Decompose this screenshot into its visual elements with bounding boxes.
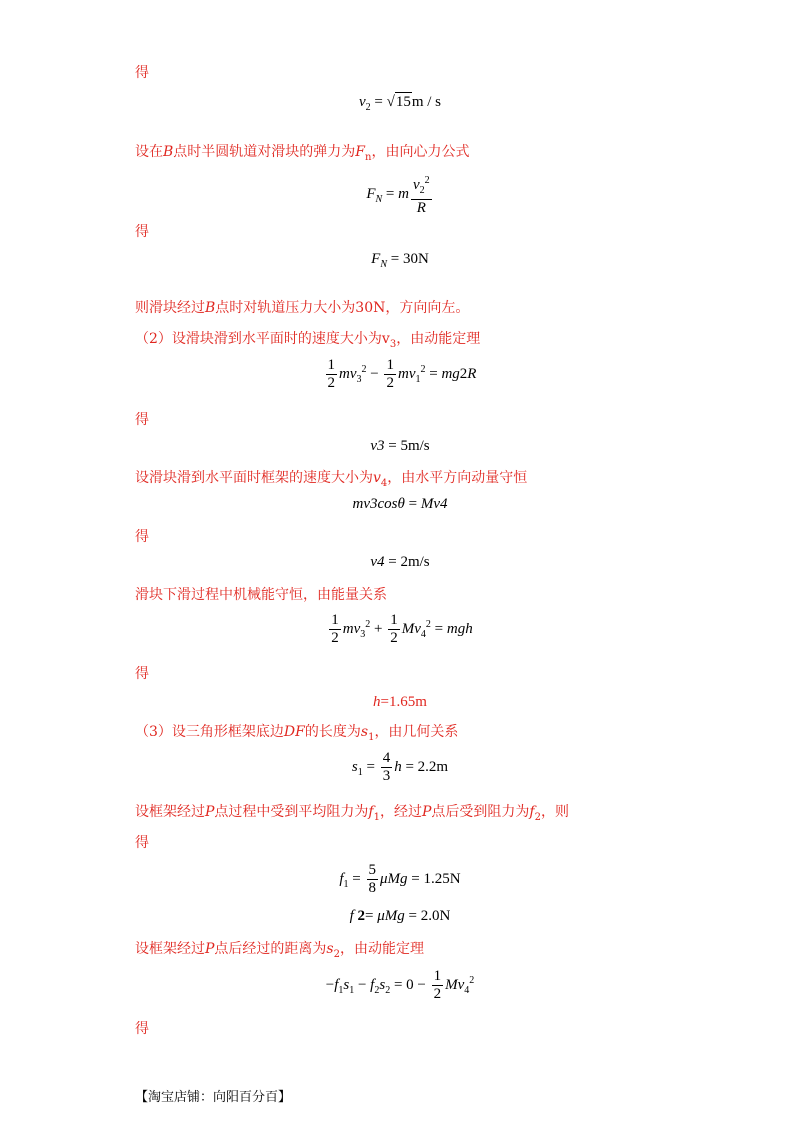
equation-fn-value: $F_N = 30N$ xyxy=(371,251,429,270)
equation-s1: $s_1$ = $\frac{4}{3}$ h = 2.2m xyxy=(351,750,449,784)
unit-ms: m / s xyxy=(411,94,442,110)
de-label-5: 得 xyxy=(135,666,149,682)
sqrt-value: 15 xyxy=(395,94,411,110)
text-s2-description: 设框架经过P点后经过的距离为$s_2$，由动能定理 xyxy=(135,941,424,960)
text-energy-conservation: 滑块下滑过程中机械能守恒，由能量关系 xyxy=(135,587,387,603)
equation-h: h=1.65m xyxy=(373,694,427,710)
equation-f2: f 2= μMg = 2.0N xyxy=(349,908,451,924)
de-label-4: 得 xyxy=(135,529,149,545)
de-label-1: 得 xyxy=(135,65,149,81)
text-fn-description: 设在B点时半圆轨道对滑块的弹力为$F_n$，由向心力公式 xyxy=(135,144,470,163)
text-part3-intro: （3）设三角形框架底边DF的长度为$s_1$，由几何关系 xyxy=(135,724,459,743)
equation-v4: v4 = 2m/s xyxy=(370,554,430,570)
equation-momentum: mv3cosθ = Mv4 xyxy=(352,496,448,512)
de-label-2: 得 xyxy=(135,224,149,240)
equation-v3: v3 = 5m/s xyxy=(370,438,430,454)
equation-v2: $v_2 = √15m / s$ xyxy=(358,94,442,113)
text-pressure-result: 则滑块经过B点时对轨道压力大小为30N，方向向左。 xyxy=(135,300,470,316)
text-friction-description: 设框架经过P点过程中受到平均阻力为$f_1$，经过P点后受到阻力为$f_2$，则 xyxy=(135,804,569,823)
de-label-3: 得 xyxy=(135,412,149,428)
equation-fn-formula: $F_N = m$ $\frac{v_2^2}{R}$ xyxy=(0,172,800,217)
equation-s2: $-f_1s_1 - f_2s_2 = 0$ − $\frac{1}{2}$ $Mv_4^2$ xyxy=(325,968,475,1002)
equation-energy-2: $\frac{1}{2}$ $mv_3^2$ + $\frac{1}{2}$ $Mv_4^2$ = mgh xyxy=(331,612,473,646)
text-part2-intro: （2）设滑块滑到水平面时的速度大小为$v_3$，由动能定理 xyxy=(135,331,481,350)
de-label-6: 得 xyxy=(135,835,149,851)
equation-energy-theorem-1: $\frac{1}{2}$ $mv_3^2$ − $\frac{1}{2}$ $mv_1^2 = mg2R$ xyxy=(327,357,477,391)
equation-f1: $f_1$ = $\frac{5}{8}$ μMg = 1.25N xyxy=(339,862,461,896)
de-label-7: 得 xyxy=(135,1021,149,1037)
text-v4-description: 设滑块滑到水平面时框架的速度大小为$v_4$，由水平方向动量守恒 xyxy=(135,470,528,489)
footer-shop-label: 【淘宝店铺：向阳百分百】 xyxy=(135,1090,292,1105)
